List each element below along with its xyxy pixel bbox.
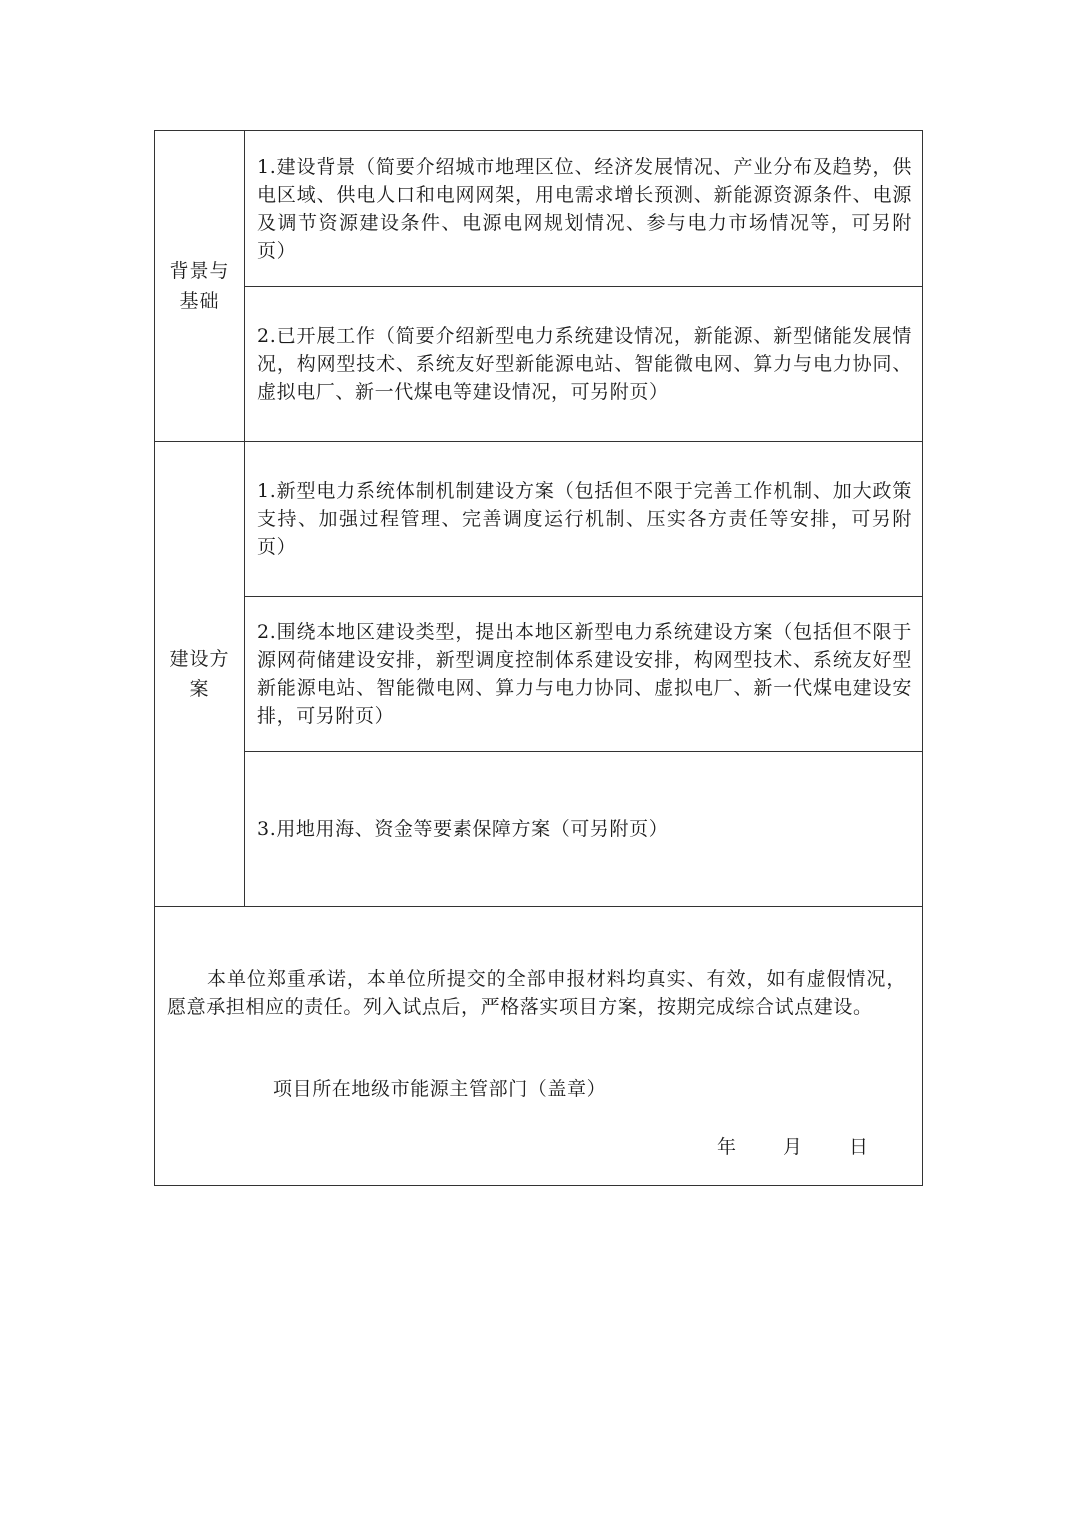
date-day: 日: [849, 1136, 869, 1158]
content-cell-plan-1: [245, 442, 923, 597]
item-text: 1.新型电力系统体制机制建设方案（包括但不限于完善工作机制、加大政策支持、加强过程管理、完善调度运行机制、压实各方责任等安排，可另附页）: [257, 480, 912, 558]
content-cell-background-2: [245, 287, 923, 442]
table-row: [155, 131, 923, 287]
content-cell-plan-2: [245, 597, 923, 752]
table-row: [155, 442, 923, 597]
pledge-cell: [155, 907, 923, 1186]
table-row: [155, 907, 923, 1186]
item-text: 3.用地用海、资金等要素保障方案（可另附页）: [257, 818, 669, 840]
application-form-table: [154, 130, 923, 1186]
table-row: [155, 597, 923, 752]
section-label-background: [155, 131, 245, 442]
item-text: 2.已开展工作（简要介绍新型电力系统建设情况，新能源、新型储能发展情况，构网型技术、系统友好型新能源电站、智能微电网、算力与电力协同、虚拟电厂、新一代煤电等建设情况，可另附页）: [257, 325, 912, 403]
section-label-plan: [155, 442, 245, 907]
date-line: [717, 1133, 868, 1161]
item-text: 2.围绕本地区建设类型，提出本地区新型电力系统建设方案（包括但不限于源网荷储建设安排，新型调度控制体系建设安排，构网型技术、系统友好型新能源电站、智能微电网、算力与电力协同、虚拟电厂、新一代煤电建设安排，可另附页）: [257, 621, 912, 727]
pledge-text: 本单位郑重承诺，本单位所提交的全部申报材料均真实、有效，如有虚假情况，愿意承担相应的责任。列入试点后，严格落实项目方案，按期完成综合试点建设。: [167, 968, 906, 1018]
table-row: [155, 287, 923, 442]
item-text: 1.建设背景（简要介绍城市地理区位、经济发展情况、产业分布及趋势，供电区域、供电人口和电网网架，用电需求增长预测、新能源资源条件、电源及调节资源建设条件、电源电网规划情况、参与电力市场情况等，可另附页）: [257, 155, 912, 262]
table-row: [155, 752, 923, 907]
date-month: 月: [783, 1136, 803, 1158]
content-cell-plan-3: [245, 752, 923, 907]
date-year: 年: [717, 1136, 737, 1158]
stamp-line: 项目所在地级市能源主管部门（盖章）: [273, 1078, 607, 1100]
section-label-text: 背景与基础: [169, 260, 230, 312]
section-label-text: 建设方案: [169, 648, 230, 700]
content-cell-background-1: [245, 131, 923, 287]
